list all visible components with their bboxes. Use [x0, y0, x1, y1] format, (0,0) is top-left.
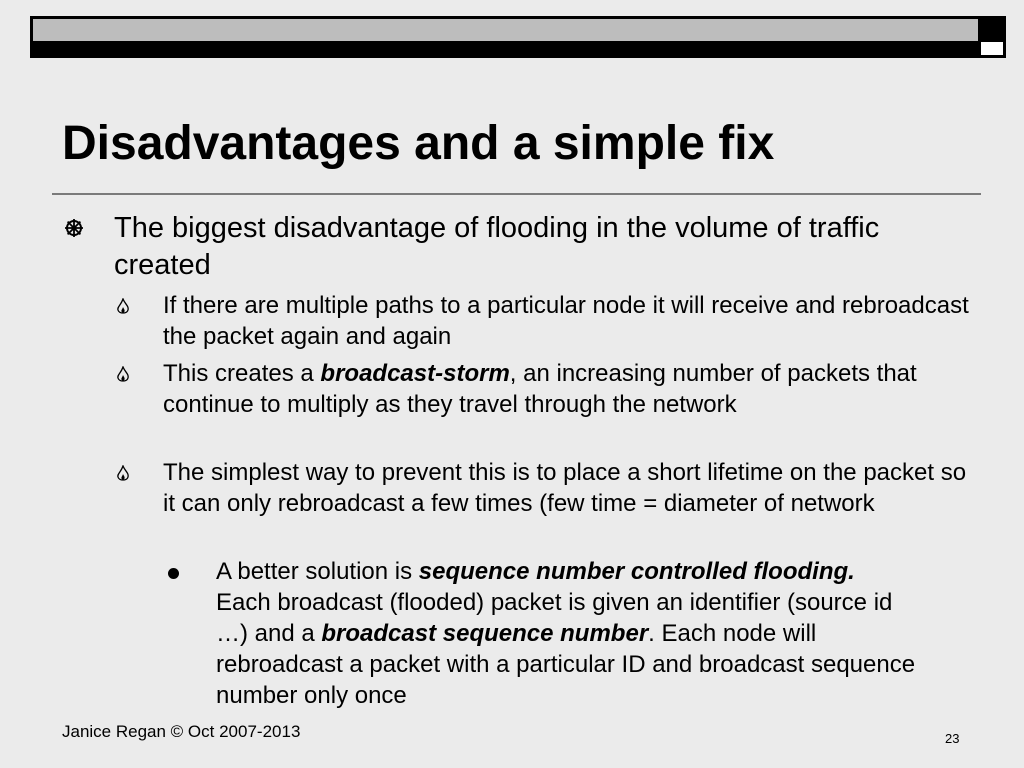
bullet-sub-sub-1-mid: Each broadcast (flooded) packet is given an identifier (source id …) and a — [216, 589, 893, 647]
bullet-sub-1: If there are multiple paths to a particular node it will receive and rebroadcast the packet again and again — [163, 292, 969, 350]
flame-icon — [116, 298, 130, 316]
bullet-sub-sub-1-post: . Each node will rebroadcast a packet with a particular ID and broadcast sequence number only once — [216, 620, 916, 709]
top-decorative-bar — [30, 16, 1006, 58]
top-bar-white-box — [981, 42, 1003, 55]
broadcast-storm-term: broadcast-storm — [320, 360, 510, 387]
top-bar-gray-strip — [33, 19, 978, 41]
bullet-sub-sub-1-pre: A better solution is — [216, 558, 419, 585]
bullet-sub-2-post: , an increasing number of packets that continue to multiply as they travel through the network — [163, 360, 917, 418]
bullet-sub-2 — [163, 358, 973, 420]
wheel-icon — [64, 218, 84, 238]
footer-copyright: Janice Regan © Oct 2007-2013 — [62, 722, 301, 741]
broadcast-sequence-number-term: broadcast sequence number — [321, 620, 649, 647]
page-number: 23 — [945, 731, 960, 746]
bullet-sub-3: The simplest way to prevent this is to place a short lifetime on the packet so it can only rebroadcast a few times (few time = diameter of network — [163, 459, 967, 517]
dot-icon — [168, 568, 179, 579]
sequence-number-flooding-term: sequence number controlled flooding. — [418, 558, 855, 585]
bullet-sub-sub-1 — [216, 556, 916, 711]
title-divider — [52, 193, 981, 195]
slide-title: Disadvantages and a simple fix — [62, 117, 775, 170]
bullet-sub-2-pre: This creates a — [163, 360, 321, 387]
flame-icon — [116, 465, 130, 483]
bullet-main: The biggest disadvantage of flooding in the volume of traffic created — [114, 212, 880, 281]
flame-icon — [116, 366, 130, 384]
